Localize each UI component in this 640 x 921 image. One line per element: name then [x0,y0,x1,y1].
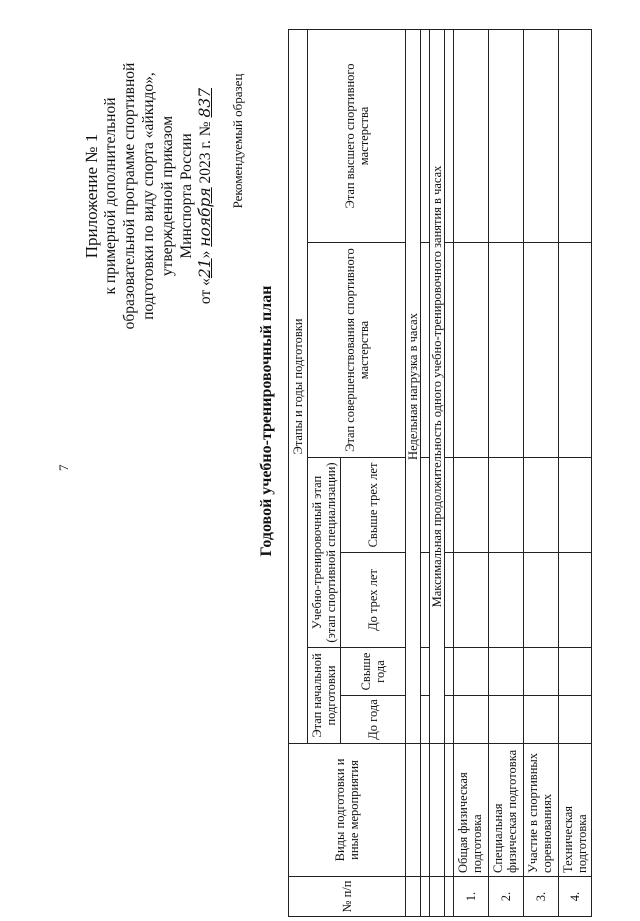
table-cell [445,696,454,744]
appendix-title: Приложение № 1 [82,133,101,259]
header-over-three: Свыше трех лет [341,458,406,553]
table-row [524,29,559,916]
header-stage-improvement: Этап совершенствования спортивного мастерства [308,243,406,458]
table-cell [489,696,524,744]
appendix-line: подготовки по виду спорта «айкидо», [140,72,157,320]
table-cell [421,877,430,917]
date-day-handwritten: 21 [196,258,214,279]
row-num: 2. [489,877,524,917]
date-year: 2023 г. № [197,121,214,184]
row-num: 1. [454,877,489,917]
header-until-year: До года [341,696,406,744]
table-cell [445,458,454,553]
recommended-sample-label: Рекомендуемый образец [230,73,245,209]
training-plan-table [288,29,592,917]
table-row [454,29,489,916]
table-cell [454,553,489,648]
header-until-three: До трех лет [341,553,406,648]
table-cell [445,648,454,696]
table-cell [524,696,559,744]
table-cell [489,29,524,242]
table-cell [454,648,489,696]
order-number-handwritten: 837 [196,87,214,118]
table-cell [524,243,559,458]
table-cell [559,648,592,696]
table-cell [421,696,430,744]
table-cell [445,553,454,648]
header-stage-training: Учебно-тренировочный этап (этап спортивной специализации) [308,458,341,648]
table-cell [524,29,559,242]
table-cell [445,243,454,458]
table-cell [489,648,524,696]
date-prefix: от « [197,278,214,305]
max-duration-row: Максимальная продолжительность одного учебно-тренировочного занятия в часах [430,29,445,743]
table-cell [454,696,489,744]
date-mid: » [197,250,214,259]
row-num: 4. [559,877,592,917]
date-month-handwritten: ноября [196,187,214,247]
table-cell [489,553,524,648]
appendix-line: к примерной дополнительной [102,97,119,295]
table-cell [421,744,430,877]
table-cell [524,648,559,696]
table-row [489,29,524,916]
table-cell [489,458,524,553]
page-number: 7 [56,464,71,471]
table-cell [430,744,445,877]
table-cell [421,243,430,458]
table-cell [445,29,454,242]
table-cell [489,243,524,458]
appendix-header [82,31,215,361]
table-cell [445,744,454,877]
header-num: № п/п [289,877,406,917]
header-over-year: Свыше года [341,648,406,696]
table-cell [524,553,559,648]
table-cell [406,877,421,917]
row-num: 3. [524,877,559,917]
table-cell [559,243,592,458]
table-cell [421,648,430,696]
table-cell [454,458,489,553]
header-types: Виды подготовки и иные мероприятия [289,744,406,877]
appendix-line: Минспорта России [178,133,195,259]
appendix-line: утвержденной приказом [159,115,176,277]
table-cell [524,458,559,553]
weekly-load-row: Недельная нагрузка в часах [406,29,421,743]
table-cell [421,458,430,553]
table-cell [454,243,489,458]
header-stage-higher: Этап высшего спортивного мастерства [308,29,406,242]
table-cell [454,29,489,242]
header-stages: Этапы и годы подготовки [289,29,308,743]
table-cell [406,744,421,877]
header-stage-initial: Этап начальной подготовки [308,648,341,744]
table-cell [559,29,592,242]
table-cell [559,458,592,553]
row-name: Общая физическая подготовка [454,744,489,877]
table-cell [559,696,592,744]
order-date-line [196,31,215,361]
table-row [559,29,592,916]
table-cell [421,29,430,242]
row-name: Специальная физическая подготовка [489,744,524,877]
row-name: Техническая подготовка [559,744,592,877]
row-name: Участие в спортивных соревнованиях [524,744,559,877]
plan-title: Годовой учебно-тренировочный план [258,285,275,557]
appendix-line: образовательной программе спортивной [121,62,138,330]
table-cell [430,877,445,917]
table-cell [445,877,454,917]
table-cell [421,553,430,648]
table-cell [559,553,592,648]
